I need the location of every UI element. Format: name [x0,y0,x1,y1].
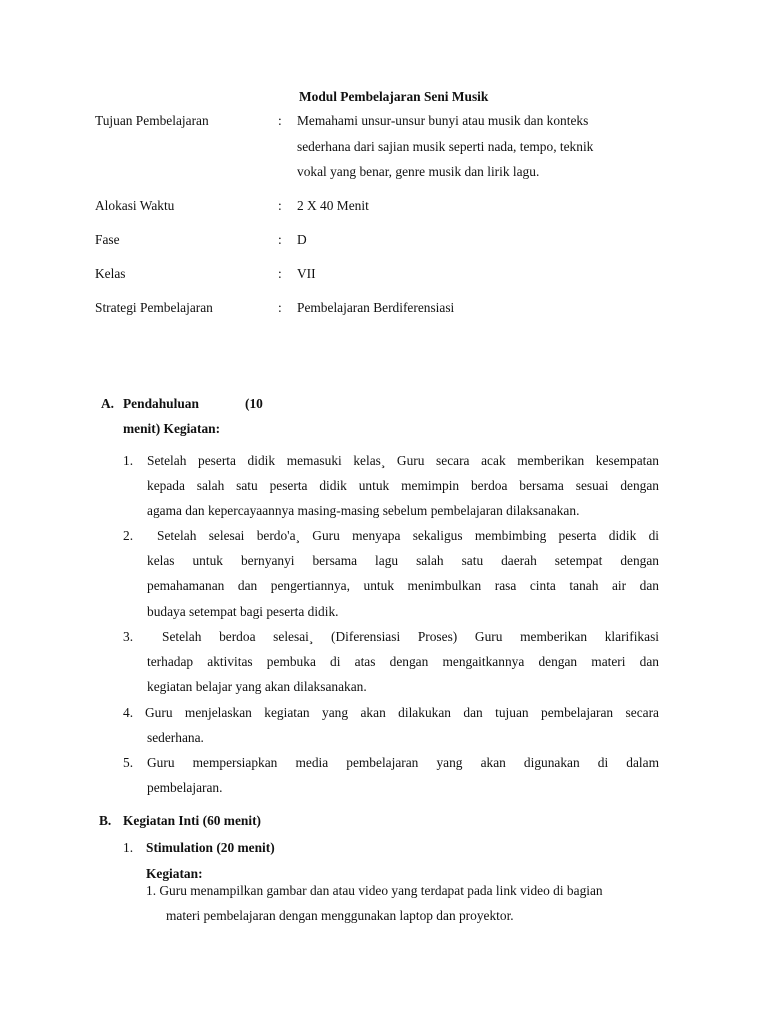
info-colon: : [278,198,282,213]
list-item-line: budaya setempat bagi peserta didik. [147,604,339,619]
info-row-alokasi [0,198,768,218]
list-item-line: Guru mempersiapkan media pembelajaran yang akan digunakan di dalam [147,755,659,770]
subsection-heading: Stimulation (20 menit) [146,840,275,855]
list-item-line: sederhana. [147,730,204,745]
info-row-fase [0,232,768,252]
info-value: 2 X 40 Menit [297,198,369,213]
list-item-line: Setelah selesai berdo'a¸ Guru menyapa sekaligus membimbing peserta didik di [157,528,659,543]
info-value-tujuan-line: sederhana dari sajian musik seperti nada, tempo, teknik [297,139,594,154]
info-value: VII [297,266,316,281]
activity-line: materi pembelajaran dengan menggunakan laptop dan proyektor. [166,908,514,923]
info-colon: : [278,300,282,315]
document-title: Modul Pembelajaran Seni Musik [299,89,489,104]
info-label: Strategi Pembelajaran [95,300,213,315]
list-item-number: 4. [123,705,134,720]
section-b-heading: Kegiatan Inti (60 menit) [123,813,261,828]
section-b-letter: B. [99,813,112,828]
list-item-line: Setelah berdoa selesai¸ (Diferensiasi Proses) Guru memberikan klarifikasi [162,629,659,644]
info-row-kelas [0,266,768,286]
list-item-line: pembelajaran. [147,780,223,795]
list-item-number: 3. [123,629,134,644]
section-a-heading-line2: menit) Kegiatan: [123,421,221,436]
info-value-tujuan-line: Memahami unsur-unsur bunyi atau musik dan konteks [297,113,589,128]
list-item-line: kepada salah satu peserta didik untuk memimpin berdoa bersama sesuai dengan [147,478,659,493]
info-value: Pembelajaran Berdiferensiasi [297,300,455,315]
list-item-number: 1. [123,453,134,468]
info-colon: : [278,113,282,128]
list-item-line: Guru menjelaskan kegiatan yang akan dilakukan dan tujuan pembelajaran secara [145,705,659,720]
kegiatan-label: Kegiatan: [146,866,203,881]
list-item-line: pemahamanan dan pengertiannya, untuk menimbulkan rasa cinta tanah air dan [147,578,659,593]
info-label: Fase [95,232,120,247]
list-item-number: 5. [123,755,134,770]
info-label: Alokasi Waktu [95,198,175,213]
info-label: Kelas [95,266,126,281]
info-colon: : [278,266,282,281]
info-row-strategi [0,300,768,320]
list-item-line: kegiatan belajar yang akan dilaksanakan. [147,679,367,694]
info-label: Tujuan Pembelajaran [95,113,209,128]
info-colon: : [278,232,282,247]
section-a-heading-duration: (10 [245,396,263,411]
list-item-line: kelas untuk bernyanyi bersama lagu salah satu daerah setempat dengan [147,553,659,568]
list-item-number: 2. [123,528,134,543]
subsection-number: 1. [123,840,134,855]
info-value: D [297,232,307,247]
list-item-line: terhadap aktivitas pembuka di atas dengan mengaitkannya dengan materi dan [147,654,659,669]
list-item-line: agama dan kepercayaannya masing-masing sebelum pembelajaran dilaksanakan. [147,503,580,518]
list-item-line: Setelah peserta didik memasuki kelas¸ Guru secara acak memberikan kesempatan [147,453,659,468]
section-a-heading: Pendahuluan [123,396,199,411]
section-a-letter: A. [101,396,115,411]
activity-line: 1. Guru menampilkan gambar dan atau video yang terdapat pada link video di bagian [146,883,603,898]
info-value-tujuan-line: vokal yang benar, genre musik dan lirik lagu. [297,164,540,179]
